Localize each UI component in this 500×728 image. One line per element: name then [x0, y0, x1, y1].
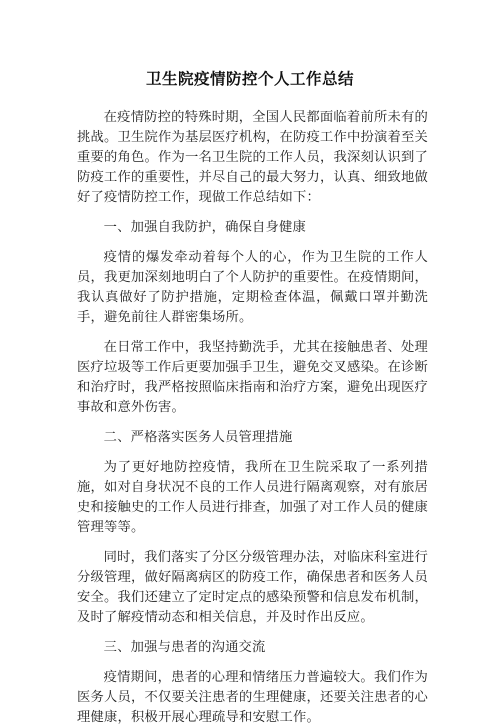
document-title: 卫生院疫情防控个人工作总结 [145, 70, 354, 88]
body-paragraph: 为了更好地防控疫情，我所在卫生院采取了一系列措施，如对自身状况不良的工作人员进行隔离观察，对有旅居史和接触史的工作人员进行排查，加强了对工作人员的健康管理等等。 [77, 460, 428, 535]
document-body [77, 108, 428, 728]
body-paragraph: 在疫情防控的特殊时期，全国人民都面临着前所未有的挑战。卫生院作为基层医疗机构，在防疫工作中扮演着至关重要的角色。作为一名卫生院的工作人员，我深刻认识到了防疫工作的重要性，并尽自己的最大努力，认真、细致地做好了疫情防控工作，现做工作总结如下： [77, 110, 428, 205]
section-heading: 三、加强与患者的沟通交流 [103, 640, 266, 655]
body-paragraph: 疫情期间，患者的心理和情绪压力普遍较大。我们作为医务人员，不仅要关注患者的生理健康，还要关注患者的心理健康，积极开展心理疏导和安慰工作。 [77, 670, 428, 725]
section-heading: 二、严格落实医务人员管理措施 [103, 430, 293, 445]
body-paragraph: 在日常工作中，我坚持勤洗手，尤其在接触患者、处理医疗垃圾等工作后更要加强手卫生，避免交叉感染。在诊断和治疗时，我严格按照临床指南和治疗方案，避免出现医疗事故和意外伤害。 [77, 340, 428, 415]
section-heading: 一、加强自我防护，确保自身健康 [103, 220, 307, 235]
body-paragraph: 疫情的爆发牵动着每个人的心，作为卫生院的工作人员，我更加深刻地明白了个人防护的重要性。在疫情期间，我认真做好了防护措施，定期检查体温，佩戴口罩并勤洗手，避免前往人群密集场所。 [77, 250, 428, 325]
body-paragraph: 同时，我们落实了分区分级管理办法，对临床科室进行分级管理，做好隔离病区的防疫工作，确保患者和医务人员安全。我们还建立了定时定点的感染预警和信息发布机制，及时了解疫情动态和相关信息，并及时作出反应。 [77, 550, 428, 625]
